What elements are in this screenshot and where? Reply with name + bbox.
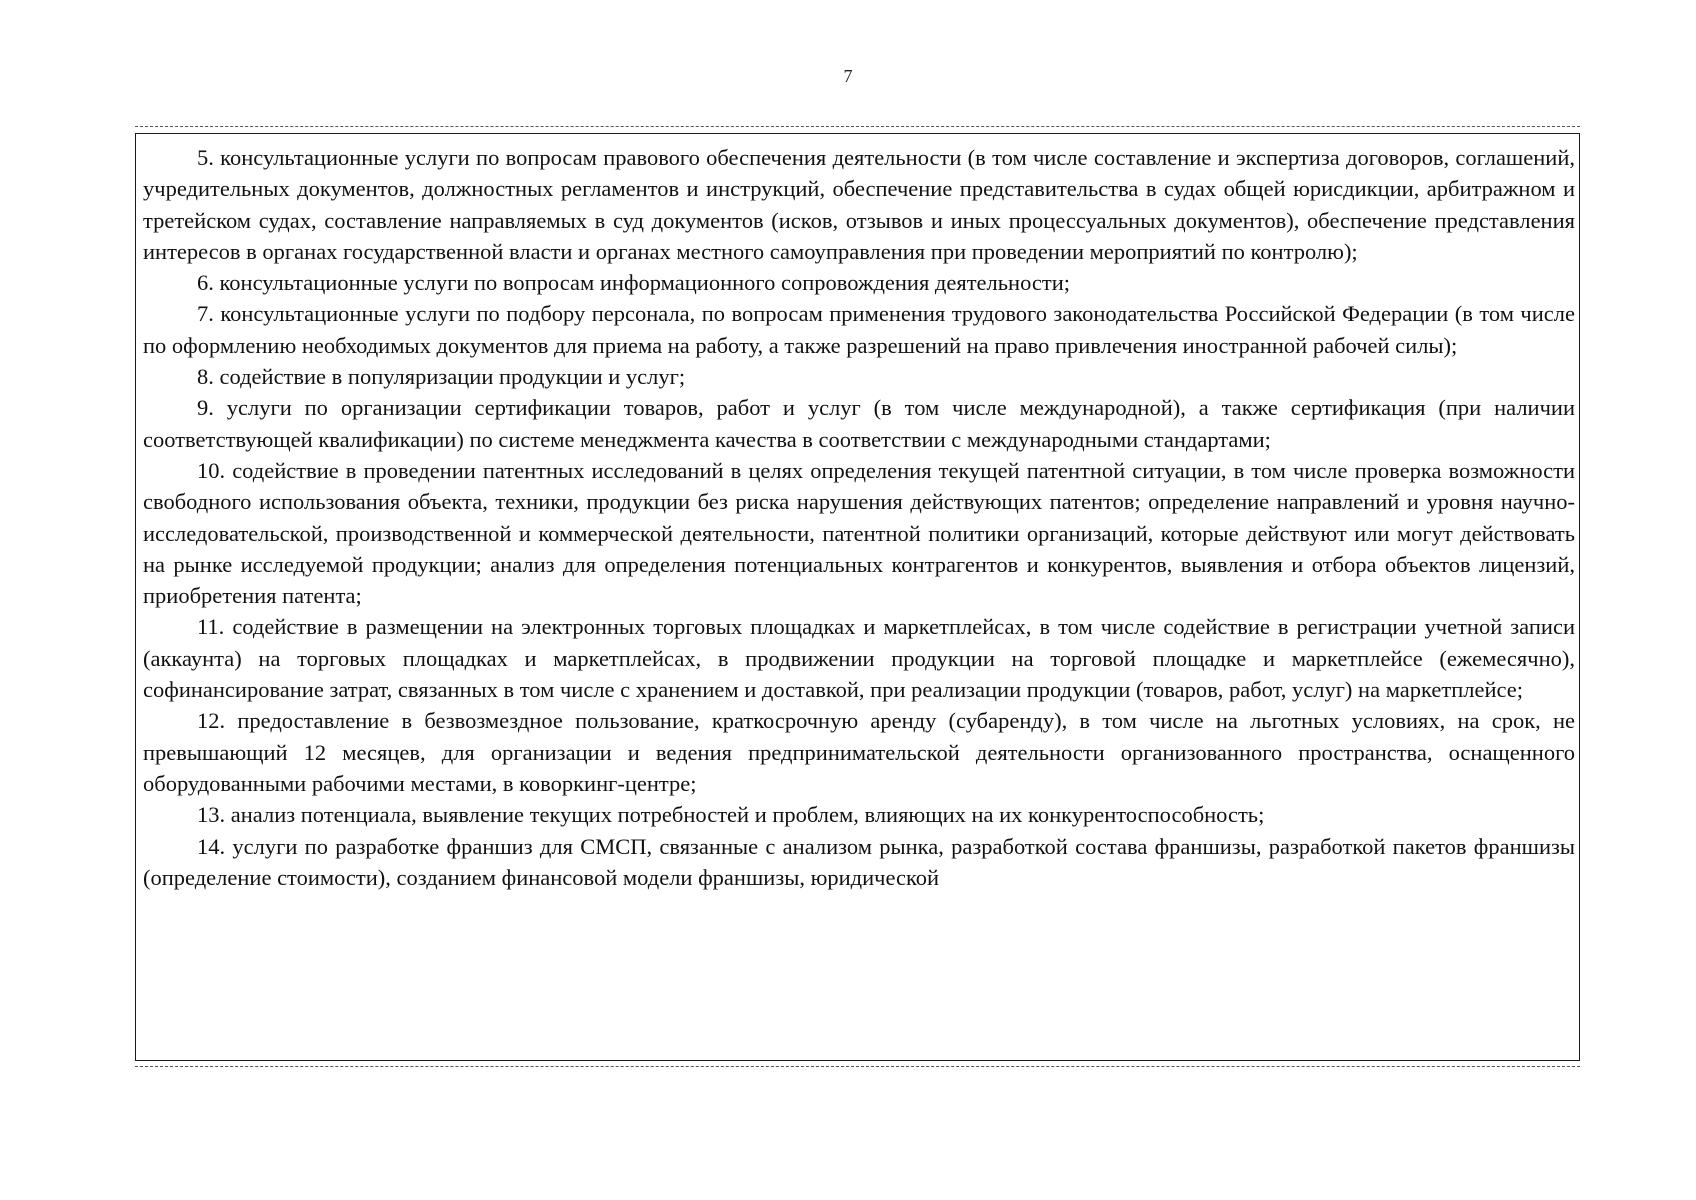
list-item-7: 7. консультационные услуги по подбору персонала, по вопросам применения трудового законодательства Российской Федерации (в том числе по оформлению необходимых документов для приема на работу, а также разрешений на право привлечения иностранной рабочей силы); [143,301,1575,358]
list-item-10: 10. содействие в проведении патентных исследований в целях определения текущей патентной ситуации, в том числе проверка возможности свободного использования объекта, техники, продукции без риска нарушения действующих патентов; определение направлений и уровня научно-исследовательской, производственной и коммерческой деятельности, патентной политики организаций, которые действуют или могут действовать на рынке исследуемой продукции; анализ для определения потенциальных контрагентов и конкурентов, выявления и отбора объектов лицензий, приобретения патента; [143,457,1575,609]
list-item-6: 6. консультационные услуги по вопросам информационного сопровождения деятельности; [197,270,1070,296]
document-body [143,142,1575,893]
list-item-8: 8. содействие в популяризации продукции и услуг; [197,364,686,390]
list-item-13: 13. анализ потенциала, выявление текущих потребностей и проблем, влияющих на их конкурентоспособность; [197,802,1265,828]
list-item-11: 11. содействие в размещении на электронных торговых площадках и маркетплейсах, в том числе содействие в регистрации учетной записи (аккаунта) на торговых площадках и маркетплейсах, в продвижении продукции на торговой площадке и маркетплейсе (ежемесячно), софинансирование затрат, связанных в том числе с хранением и доставкой, при реализации продукции (товаров, работ, услуг) на маркетплейсе; [143,614,1575,703]
page-number: 7 [843,66,853,86]
list-item-12: 12. предоставление в безвозмездное пользование, краткосрочную аренду (субаренду), в том числе на льготных условиях, на срок, не превышающий 12 месяцев, для организации и ведения предпринимательской деятельности организованного пространства, оснащенного оборудованными рабочими местами, в коворкинг-центре; [143,708,1575,796]
frame-bottom-divider [135,1066,1580,1067]
frame-top-divider [135,126,1580,127]
list-item-5: 5. консультационные услуги по вопросам правового обеспечения деятельности (в том числе составление и экспертиза договоров, соглашений, учредительных документов, должностных регламентов и инструкций, обеспечение представительства в судах общей юрисдикции, арбитражном и третейском судах, составление направляемых в суд документов (исков, отзывов и иных процессуальных документов), обеспечение представления интересов в органах государственной власти и органах местного самоуправления при проведении мероприятий по контролю); [143,145,1575,264]
list-item-9: 9. услуги по организации сертификации товаров, работ и услуг (в том числе международной), а также сертификация (при наличии соответствующей квалификации) по системе менеджмента качества в соответствии с международными стандартами; [143,395,1575,452]
list-item-14: 14. услуги по разработке франшиз для СМСП, связанные с анализом рынка, разработкой состава франшизы, разработкой пакетов франшизы (определение стоимости), созданием финансовой модели франшизы, юридической [143,833,1575,890]
